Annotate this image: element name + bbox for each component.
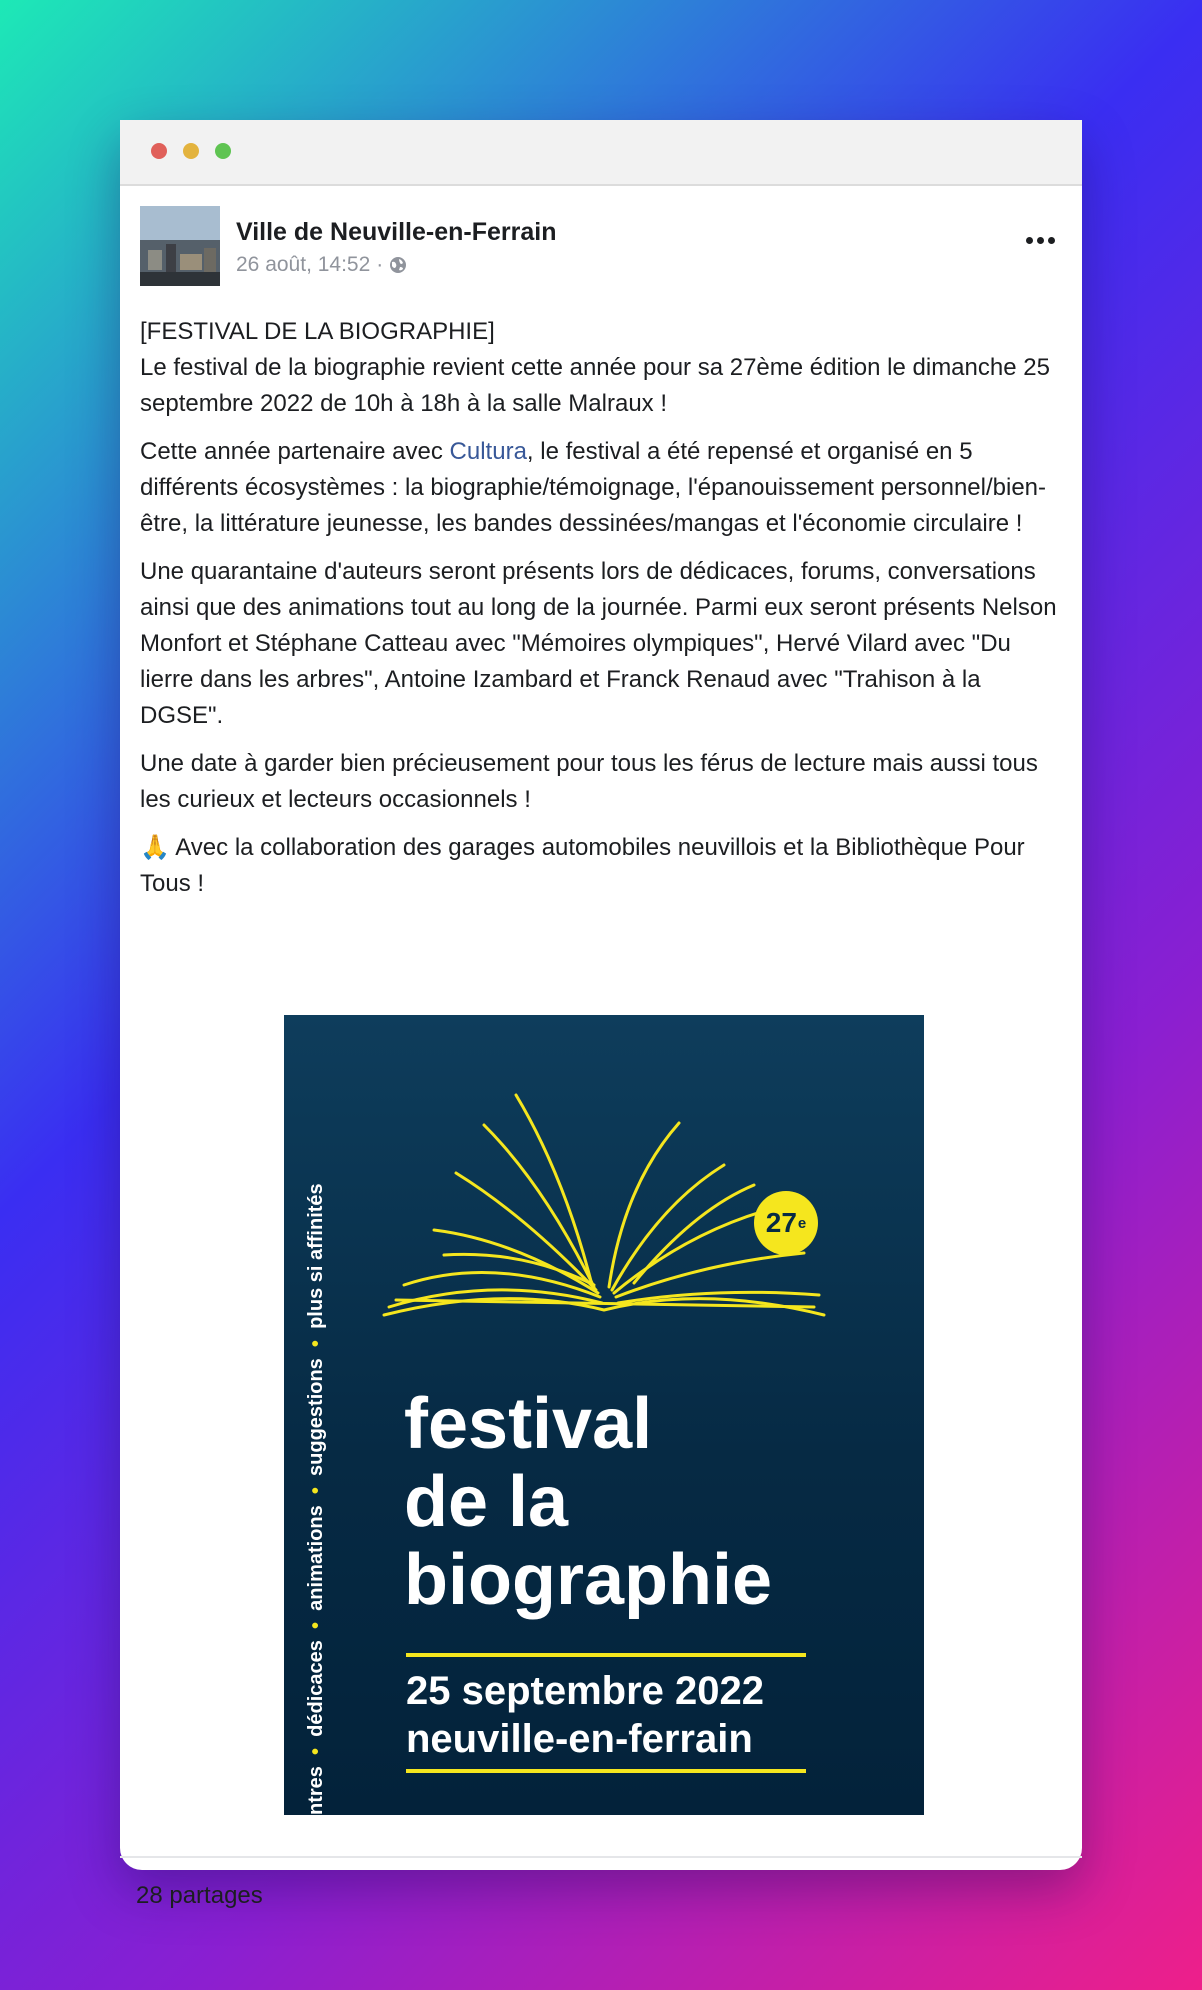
poster-title-line: de la	[404, 1462, 569, 1542]
side-item: suggestions	[305, 1358, 327, 1476]
side-sep: •	[305, 1621, 327, 1629]
poster-date-block	[406, 1667, 764, 1763]
more-horizontal-icon	[1026, 237, 1033, 244]
edition-badge	[754, 1191, 818, 1255]
side-sep: •	[305, 1487, 327, 1495]
poster-title-line: biographie	[404, 1540, 773, 1620]
side-item: animations	[305, 1505, 327, 1611]
paragraph-2-end: , le festival a été repensé et organisé en 5 différents écosystèmes : la biographie/témoignage, l'épanouissement personnel/bien-être, la littérature jeunesse, les bandes dessinées/mangas et l'économie circulaire !	[140, 438, 1047, 537]
more-options-button[interactable]	[1018, 228, 1062, 252]
pray-emoji: 🙏	[140, 834, 170, 861]
paragraph-1-body: Le festival de la biographie revient cette année pour sa 27ème édition le dimanche 25 septembre 2022 de 10h à 18h à la salle Malraux !	[140, 354, 1050, 417]
badge-suffix: e	[797, 1214, 807, 1232]
page-avatar[interactable]	[140, 206, 220, 286]
poster-rule-top	[406, 1653, 806, 1657]
post-text	[140, 314, 1058, 914]
close-window-button[interactable]	[151, 143, 167, 159]
more-dot	[1048, 237, 1055, 244]
post-meta	[236, 253, 407, 277]
poster-title	[404, 1385, 772, 1619]
minimize-window-button[interactable]	[183, 143, 199, 159]
avatar-image	[140, 206, 220, 286]
paragraph-5	[140, 830, 1058, 902]
paragraph-4: Une date à garder bien précieusement pour tous les férus de lecture mais aussi tous les curieux et lecteurs occasionnels !	[140, 750, 1038, 813]
paragraph-1	[140, 314, 1058, 422]
post-heading: [FESTIVAL DE LA BIOGRAPHIE]	[140, 318, 495, 345]
poster-date: 25 septembre 2022	[406, 1669, 765, 1713]
meta-separator: ·	[376, 253, 384, 276]
window-titlebar	[120, 120, 1082, 186]
paragraph-2-start: Cette année partenaire avec	[140, 438, 450, 465]
shares-count[interactable]: 28 partages	[136, 1882, 263, 1909]
paragraph-2	[140, 434, 1058, 542]
side-item: dédicaces	[305, 1640, 327, 1737]
poster-title-line: festival	[404, 1384, 653, 1464]
cultura-link[interactable]: Cultura	[449, 438, 527, 465]
festival-poster-image[interactable]	[284, 1015, 924, 1815]
badge-number: 27	[765, 1207, 797, 1238]
paragraph-3: Une quarantaine d'auteurs seront présents lors de dédicaces, forums, conversations ainsi que des animations tout au long de la journée. Parmi eux seront présents Nelson Monfort et Stéphane Catteau avec "Mémoires olympiques", Hervé Vilard avec "Du lierre dans les arbres", Antoine Izambard et Franck Renaud avec "Trahison à la DGSE".	[140, 558, 1057, 729]
post-footer	[120, 1856, 1082, 1938]
poster-rule-bottom	[406, 1769, 806, 1773]
page-name-link[interactable]: Ville de Neuville-en-Ferrain	[236, 218, 557, 246]
side-item: plus si affinités	[305, 1183, 327, 1329]
post-timestamp[interactable]: 26 août, 14:52	[236, 253, 371, 276]
paragraph-5-body: Avec la collaboration des garages automobiles neuvillois et la Bibliothèque Pour Tous !	[140, 834, 1025, 897]
more-dot	[1037, 237, 1044, 244]
side-item: ntres	[305, 1766, 327, 1815]
maximize-window-button[interactable]	[215, 143, 231, 159]
side-sep: •	[305, 1340, 327, 1348]
poster-place: neuville-en-ferrain	[406, 1717, 753, 1761]
side-sep: •	[305, 1747, 327, 1755]
globe-icon[interactable]	[389, 256, 407, 274]
browser-window	[120, 120, 1082, 1909]
open-book-illustration	[284, 1015, 924, 1315]
